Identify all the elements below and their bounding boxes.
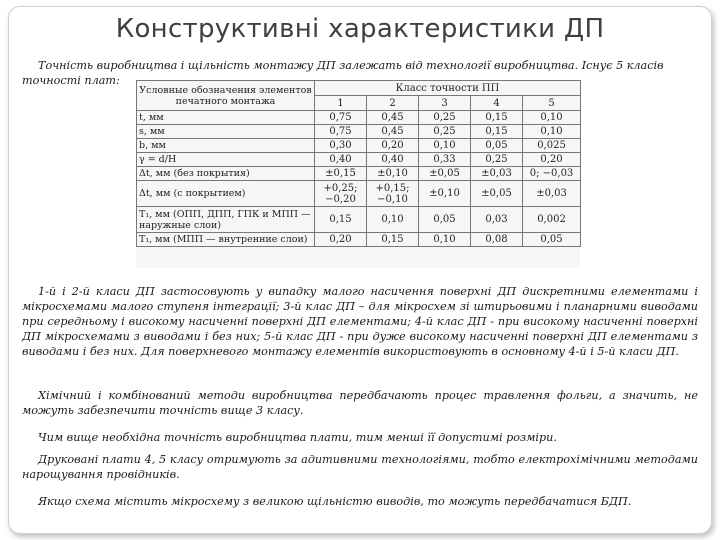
table-cell: 0,10 [367, 207, 419, 233]
table-cell: 0,15 [471, 111, 523, 125]
table-row [137, 125, 581, 139]
paragraph-additive-technology: Друковані плати 4, 5 класу отримують за адитивними технологіями, тобто електрохімічними методами нарощування провідників. [22, 453, 698, 481]
table-cell: 0,002 [523, 207, 581, 233]
designation-header: Условные обозначения элементов печатного монтажа [137, 81, 315, 111]
row-label: γ = d/H [137, 153, 315, 167]
table-cell: 0,25 [419, 111, 471, 125]
table-row [137, 167, 581, 181]
table-row [137, 139, 581, 153]
table-cell: 0,75 [315, 111, 367, 125]
table-cell: 0,025 [523, 139, 581, 153]
table-cell: 0,05 [523, 233, 581, 247]
table-cell: 0,10 [523, 111, 581, 125]
table-cell: 0; −0,03 [523, 167, 581, 181]
class-number-header: 3 [419, 96, 471, 111]
table-cell: 0,75 [315, 125, 367, 139]
table-cell: 0,20 [523, 153, 581, 167]
table-cell: 0,45 [367, 111, 419, 125]
row-label: Δt, мм (без покрытия) [137, 167, 315, 181]
table-row [137, 153, 581, 167]
table-cell: 0,03 [471, 207, 523, 233]
table-cell: 0,08 [471, 233, 523, 247]
class-number-header: 1 [315, 96, 367, 111]
table-cell: 0,30 [315, 139, 367, 153]
table-cell: ±0,15 [315, 167, 367, 181]
table-cell: 0,10 [523, 125, 581, 139]
table-cell: ±0,05 [419, 167, 471, 181]
slide-title: Конструктивні характеристики ДП [115, 14, 605, 44]
table-cell: 0,15 [471, 125, 523, 139]
class-number-header: 2 [367, 96, 419, 111]
precision-class-table-image [136, 80, 580, 268]
table-cell: +0,15; −0,10 [367, 181, 419, 207]
table-cell: 0,45 [367, 125, 419, 139]
row-label: b, мм [137, 139, 315, 153]
table-cell: 0,40 [367, 153, 419, 167]
table-row [137, 233, 581, 247]
intro-text: Точність виробництва і щільність монтажу ДП залежать від технології виробництва. Існує 5 класів точності плат: [22, 59, 664, 87]
table-cell: ±0,10 [419, 181, 471, 207]
table-cell: ±0,03 [471, 167, 523, 181]
precision-class-table [136, 80, 581, 247]
paragraph-chemical-methods: Хімічний і комбінований методи виробництва передбачають процес травлення фольги, а значить, не можуть забезпечити точність вище 3 класу. [22, 389, 698, 417]
row-label: T₁, мм (МПП — внутренние слои) [137, 233, 315, 247]
paragraph-classes-usage: 1-й і 2-й класи ДП застосовують у випадку малого насичення поверхні ДП дискретними елементами і мікросхемами малого ступеня інтеграції; 3-й клас ДП – для мікросхем зі штирьовими і планарними виводами при середньому і високому насиченні поверхні ДП елементами; 4-й клас ДП - при високому насиченні поверхні ДП мікросхемами з виводами і без них; 5-й клас ДП - при дуже високому насиченні поверхні ДП елементами з виводами і без них. Для поверхневого монтажу елементів використовують в основному 4-й і 5-й класи ДП. [22, 285, 698, 358]
table-cell: 0,33 [419, 153, 471, 167]
table-cell: 0,20 [315, 233, 367, 247]
row-label: Δt, мм (с покрытием) [137, 181, 315, 207]
table-cell: 0,25 [471, 153, 523, 167]
table-cell: 0,15 [315, 207, 367, 233]
class-number-header: 5 [523, 96, 581, 111]
table-cell: 0,05 [471, 139, 523, 153]
row-label: T₁, мм (ОПП, ДПП, ГПК и МПП — наружные слои) [137, 207, 315, 233]
table-cell: 0,05 [419, 207, 471, 233]
table-cell: 0,15 [367, 233, 419, 247]
class-header: Класс точности ПП [315, 81, 581, 96]
table-cell: ±0,10 [367, 167, 419, 181]
table-row [137, 207, 581, 233]
table-row [137, 181, 581, 207]
row-label: s, мм [137, 125, 315, 139]
table-cell: ±0,03 [523, 181, 581, 207]
table-row [137, 111, 581, 125]
table-cell: +0,25; −0,20 [315, 181, 367, 207]
table-cell: ±0,05 [471, 181, 523, 207]
table-cell: 0,25 [419, 125, 471, 139]
table-cell: 0,10 [419, 139, 471, 153]
table-cell: 0,40 [315, 153, 367, 167]
class-number-header: 4 [471, 96, 523, 111]
table-cell: 0,20 [367, 139, 419, 153]
paragraph-precision-size: Чим вище необхідна точність виробництва плати, тим менші її допустимі розміри. [38, 431, 557, 444]
paragraph-bdp: Якщо схема містить мікросхему з великою щільністю виводів, то можуть передбачатися БДП. [38, 495, 632, 508]
table-cell: 0,10 [419, 233, 471, 247]
row-label: t, мм [137, 111, 315, 125]
